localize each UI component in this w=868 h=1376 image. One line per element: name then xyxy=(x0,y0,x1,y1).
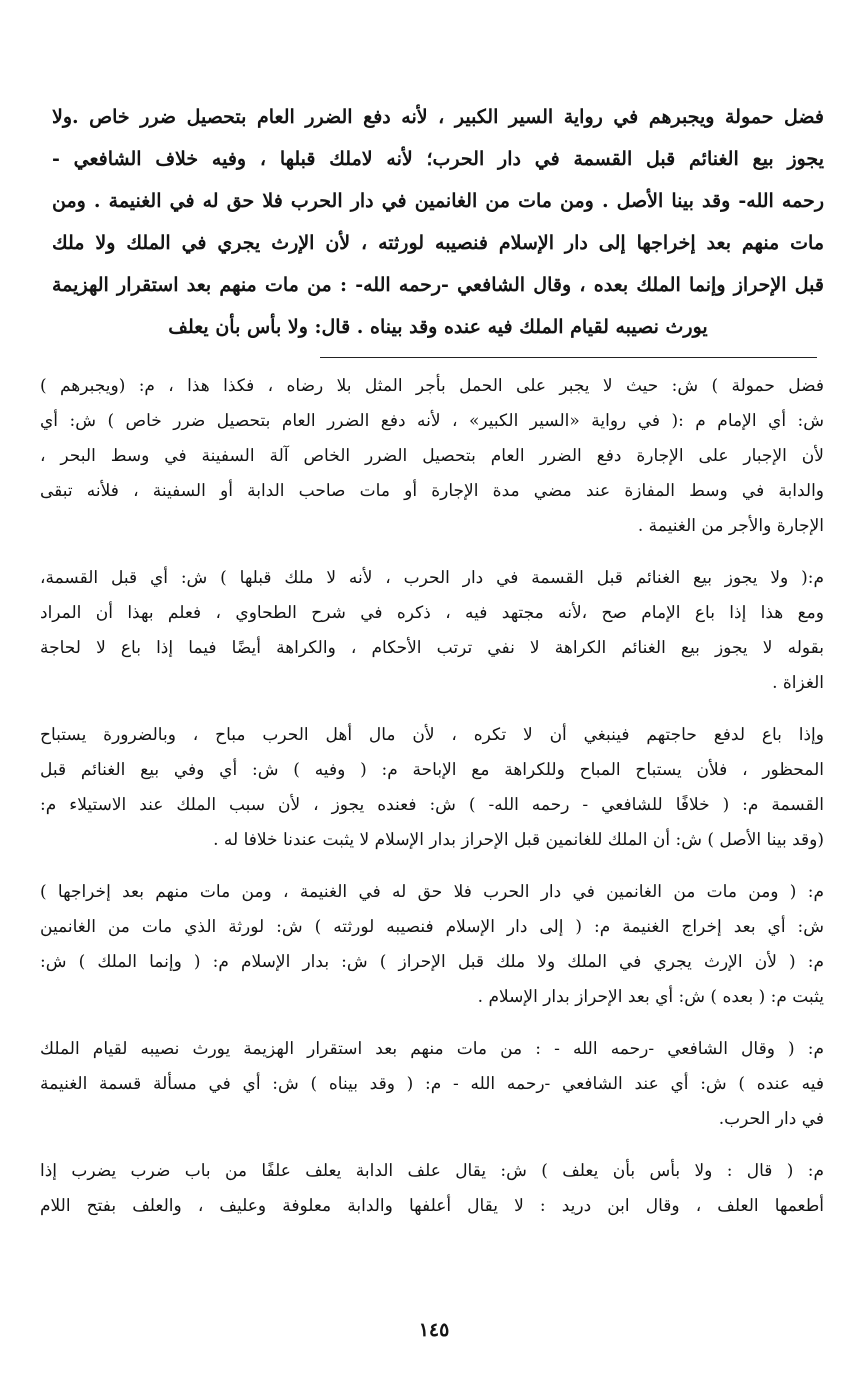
commentary-paragraph xyxy=(40,1154,824,1224)
commentary-line: وإذا باع لدفع حاجتهم فينبغي أن لا تكره ، لأن مال أهل الحرب مباح ، وبالضرورة يستباح xyxy=(40,725,824,745)
commentary-line: المحظور ، فلأن يستباح المباح وللكراهة مع الإباحة م: ( وفيه ) ش: أي وفي بيع الغنائم قبل xyxy=(40,760,824,780)
commentary-line: بقوله لا يجوز بيع الغنائم الكراهة لا نفي ترتب الأحكام ، والكراهة أيضًا فيما إذا باع لا لحاجة xyxy=(40,638,824,658)
commentary-paragraph xyxy=(40,718,824,858)
main-text-line: يجوز بيع الغنائم قبل القسمة في دار الحرب؛ لأنه لاملك قبلها ، وفيه خلاف الشافعي - xyxy=(52,148,824,170)
commentary-line: والدابة في وسط المفازة عند مضي مدة الإجارة أو مات صاحب الدابة أو السفينة ، فلأنه تبقى xyxy=(40,481,824,501)
commentary-line: م:( ولا يجوز بيع الغنائم قبل القسمة في دار الحرب ، لأنه لا ملك قبلها ) ش: أي قبل القسمة، xyxy=(40,568,824,588)
commentary-line: يثبت م: ( بعده ) ش: أي بعد الإحراز بدار الإسلام . xyxy=(477,987,824,1007)
commentary-line: فيه عنده ) ش: أي عند الشافعي -رحمه الله - م: ( وقد بيناه ) ش: أي في مسألة قسمة الغنيمة xyxy=(40,1074,824,1094)
commentary-block xyxy=(40,369,824,1224)
commentary-line: ومع هذا إذا باع الإمام صح ،لأنه مجتهد فيه ، ذكره في شرح الطحاوي ، فعلم بهذا أن المراد xyxy=(40,603,824,623)
section-divider xyxy=(320,357,817,358)
page-number: ١٤٥ xyxy=(418,1319,450,1341)
main-text-block xyxy=(52,96,824,348)
commentary-line: القسمة م: ( خلافًا للشافعي - رحمه الله- ) ش: فعنده يجوز ، لأن سبب الملك عند الاستيلاء م: xyxy=(40,795,824,815)
commentary-paragraph xyxy=(40,369,824,544)
main-text-line: مات منهم بعد إخراجها إلى دار الإسلام فنصيبه لورثته ، لأن الإرث يجري في الملك ولا ملك xyxy=(52,232,824,254)
commentary-line: ش: أي بعد إخراج الغنيمة م: ( إلى دار الإسلام فنصيبه لورثته ) ش: لورثة الذي مات من الغانمين xyxy=(40,917,824,937)
commentary-line: م: ( قال : ولا بأس بأن يعلف ) ش: يقال علف الدابة يعلف علفًا من باب ضرب يضرب إذا xyxy=(40,1161,824,1181)
commentary-line: (وقد بينا الأصل ) ش: أن الملك للغانمين قبل الإحراز بدار الإسلام لا يثبت عندنا خلافا له . xyxy=(213,830,824,850)
commentary-line: لأن الإجبار على الإجارة دفع الضرر العام بتحصيل الضرر الخاص آلة السفينة في وسط البحر ، xyxy=(40,446,824,466)
main-text-line: يورث نصيبه لقيام الملك فيه عنده وقد بيناه . قال: ولا بأس بأن يعلف xyxy=(168,316,708,338)
commentary-line: في دار الحرب. xyxy=(718,1109,824,1129)
commentary-line: أطعمها العلف ، وقال ابن دريد : لا يقال أعلفها والدابة معلوفة وعليف ، والعلف بفتح اللام xyxy=(40,1196,824,1216)
commentary-line: م: ( لأن الإرث يجري في الملك ولا ملك قبل الإحراز ) ش: بدار الإسلام م: ( وإنما الملك ) ش: xyxy=(40,952,824,972)
main-text-line: رحمه الله- وقد بينا الأصل . ومن مات من الغانمين في دار الحرب فلا حق له في الغنيمة . ومن xyxy=(52,190,824,212)
main-text-line: قبل الإحراز وإنما الملك بعده ، وقال الشافعي -رحمه الله- : من مات منهم بعد استقرار الهزيمة xyxy=(52,274,824,296)
commentary-line: فضل حمولة ) ش: حيث لا يجبر على الحمل بأجر المثل بلا رضاه ، فكذا هذا ، م: (ويجبرهم ) xyxy=(40,376,824,396)
commentary-line: الإجارة والأجر من الغنيمة . xyxy=(637,516,824,536)
main-text-line: فضل حمولة ويجبرهم في رواية السير الكبير ، لأنه دفع الضرر العام بتحصيل ضرر خاص .ولا xyxy=(52,106,824,128)
commentary-paragraph xyxy=(40,561,824,701)
commentary-line: ش: أي الإمام م :( في رواية «السير الكبير» ، لأنه دفع الضرر العام بتحصيل ضرر خاص ) ش: أي xyxy=(40,411,824,431)
commentary-paragraph xyxy=(40,1032,824,1137)
commentary-paragraph xyxy=(40,875,824,1015)
commentary-line: م: ( ومن مات من الغانمين في دار الحرب فلا حق له في الغنيمة ، ومن مات منهم بعد إخراجها ) xyxy=(40,882,824,902)
commentary-line: م: ( وقال الشافعي -رحمه الله - : من مات منهم بعد استقرار الهزيمة يورث نصيبه لقيام الملك xyxy=(40,1039,824,1059)
commentary-line: الغزاة . xyxy=(772,673,824,693)
